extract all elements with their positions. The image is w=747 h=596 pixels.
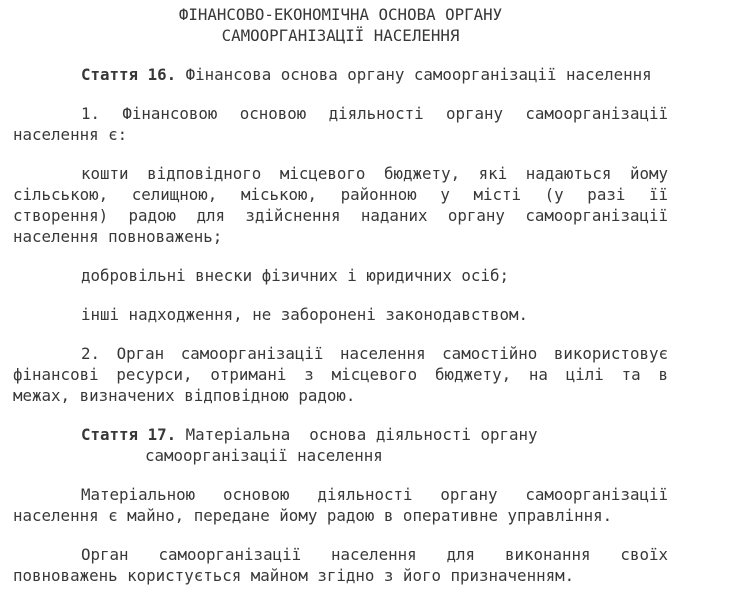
text-span: Матеріальною основою діяльності органу самоорганізації (81, 485, 668, 504)
text-span: Матеріальна основа діяльності органу (176, 425, 538, 444)
text-line (13, 103, 668, 124)
article-16-paragraph-5 (13, 343, 668, 406)
article-16-paragraph-4 (13, 304, 668, 325)
text-span: сільською, селищною, міською, районною у місті (у разі її (13, 185, 668, 204)
document-title (13, 4, 668, 46)
text-span: Орган самоорганізації населення для виконання своїх (81, 545, 668, 564)
text-line (13, 484, 668, 505)
text-span: населення є майно, передане йому радою в оперативне управління. (13, 506, 613, 525)
text-line (13, 124, 668, 145)
text-span: повноважень користується майном згідно з його призначенням. (13, 566, 575, 585)
text-span: фінансові ресурси, отримані з місцевого бюджету, на цілі та в (13, 365, 668, 384)
article-16-paragraph-2 (13, 163, 668, 247)
text-line (13, 385, 668, 406)
text-line (13, 4, 668, 25)
text-line (13, 544, 668, 565)
text-line (13, 445, 668, 466)
article-17-heading (13, 424, 668, 466)
text-line (13, 226, 668, 247)
text-line (13, 505, 668, 526)
text-span: кошти відповідного місцевого бюджету, які надаються йому (81, 164, 668, 183)
text-span: 2. Орган самоорганізації населення самостійно використовує (81, 344, 668, 363)
article-17-paragraph-2 (13, 544, 668, 586)
article-number-bold: Стаття 16. (81, 65, 177, 84)
text-span: самоорганізації населення (145, 446, 383, 465)
text-span: населення є: (13, 125, 128, 144)
text-line (13, 304, 668, 325)
article-16-paragraph-3 (13, 265, 668, 286)
text-span: добровільні внески фізичних і юридичних осіб; (81, 266, 509, 285)
text-span: створення) радою для здійснення наданих органу самоорганізації (13, 206, 668, 225)
text-line (13, 64, 668, 85)
text-span: САМООРГАНІЗАЦІЇ НАСЕЛЕННЯ (221, 26, 460, 45)
text-line (13, 265, 668, 286)
text-span: 1. Фінансовою основою діяльності органу самоорганізації (81, 104, 668, 123)
text-line (13, 184, 668, 205)
text-span: Фінансова основа органу самоорганізації населення (176, 65, 652, 84)
article-16-heading (13, 64, 668, 85)
article-17-paragraph-1 (13, 484, 668, 526)
text-line (13, 343, 668, 364)
text-span: населення повноважень; (13, 227, 223, 246)
article-16-paragraph-1 (13, 103, 668, 145)
article-number-bold: Стаття 17. (81, 425, 177, 444)
text-span: межах, визначених відповідною радою. (13, 386, 356, 405)
text-line (13, 205, 668, 226)
text-span: ФІНАНСОВО-ЕКОНОМІЧНА ОСНОВА ОРГАНУ (178, 5, 503, 24)
text-line (13, 163, 668, 184)
text-line (13, 565, 668, 586)
text-span: інші надходження, не заборонені законодавством. (81, 305, 528, 324)
text-line (13, 25, 668, 46)
text-line (13, 424, 668, 445)
text-line (13, 364, 668, 385)
